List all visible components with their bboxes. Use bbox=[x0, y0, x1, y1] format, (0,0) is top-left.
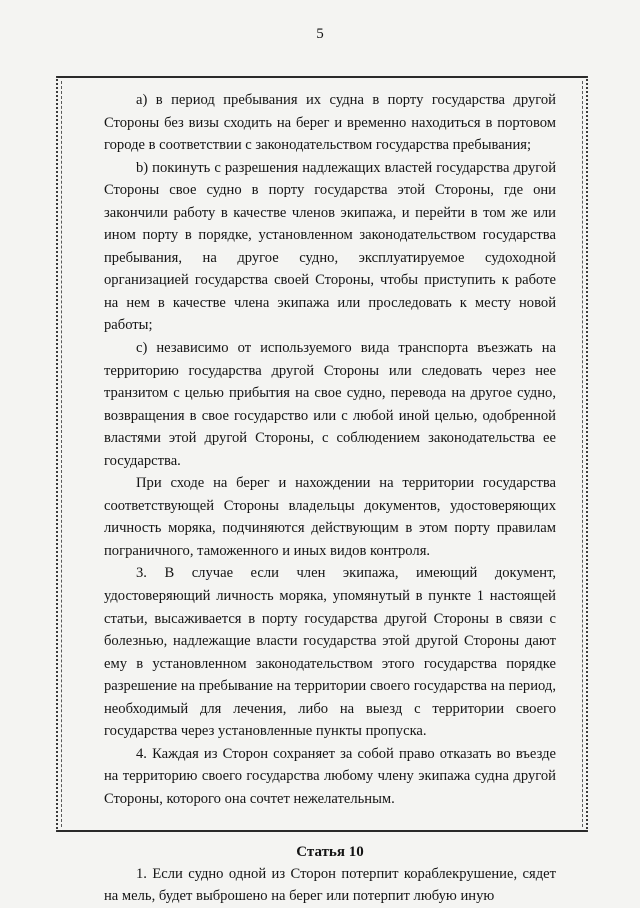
paragraph-3: 3. В случае если член экипажа, имеющий документ, удостоверяющий личность моряка, упомянутый в пункте 1 настоящей статьи, высаживается в порту государства другой Стороны в связи с болезнью, надлежащие власти государства этой другой Стороны дают ему в установленном законодательством этого государства порядке разрешение на пребывание на территории своего государства на период, необходимый для лечения, либо на выезд с территории своего государства через установленные пункты пропуска. bbox=[104, 565, 556, 740]
article-heading: Статья 10 bbox=[296, 843, 364, 860]
paragraph-shore-leave: При сходе на берег и нахождении на территории государства соответствующей Стороны владельцы документов, удостоверяющих личность моряка, подчиняются действующим в этом порту правилам пограничного, таможенного и иных видов контроля. bbox=[104, 475, 556, 559]
article-10-paragraph-1: 1. Если судно одной из Сторон потерпит кораблекрушение, сядет на мель, будет выброшено на берег или потерпит любую иную bbox=[104, 865, 556, 905]
page-number: 5 bbox=[316, 26, 324, 42]
document-body bbox=[104, 89, 556, 908]
paragraph-b: b) покинуть с разрешения надлежащих властей государства другой Стороны свое судно в порту государства этой Стороны, где они закончили работу в качестве членов экипажа, и перейти в том же или ином порту в порядке, установленном законодательством государства пребывания, на другое судно, эксплуатируемое судоходной организацией государства своей Стороны, чтобы приступить к работе на нем в качестве члена экипажа или проследовать к месту новой работы; bbox=[104, 159, 556, 334]
paragraph-c: c) независимо от используемого вида транспорта въезжать на территорию государства другой Стороны или следовать через нее транзитом с целью прибытия на свое судно, перевода на другое судно, возвращения в свое государство или с любой иной целью, одобренной властями этой другой Стороны, с соблюдением законодательства ее государства. bbox=[104, 340, 556, 469]
paragraph-4: 4. Каждая из Сторон сохраняет за собой право отказать во въезде на территорию своего государства любому члену экипажа судна другой Стороны, которого она сочтет нежелательным. bbox=[104, 745, 556, 807]
paragraph-a: а) в период пребывания их судна в порту государства другой Стороны без визы сходить на берег и временно находиться в портовом городе в соответствии с законодательством государства пребывания; bbox=[104, 92, 556, 154]
